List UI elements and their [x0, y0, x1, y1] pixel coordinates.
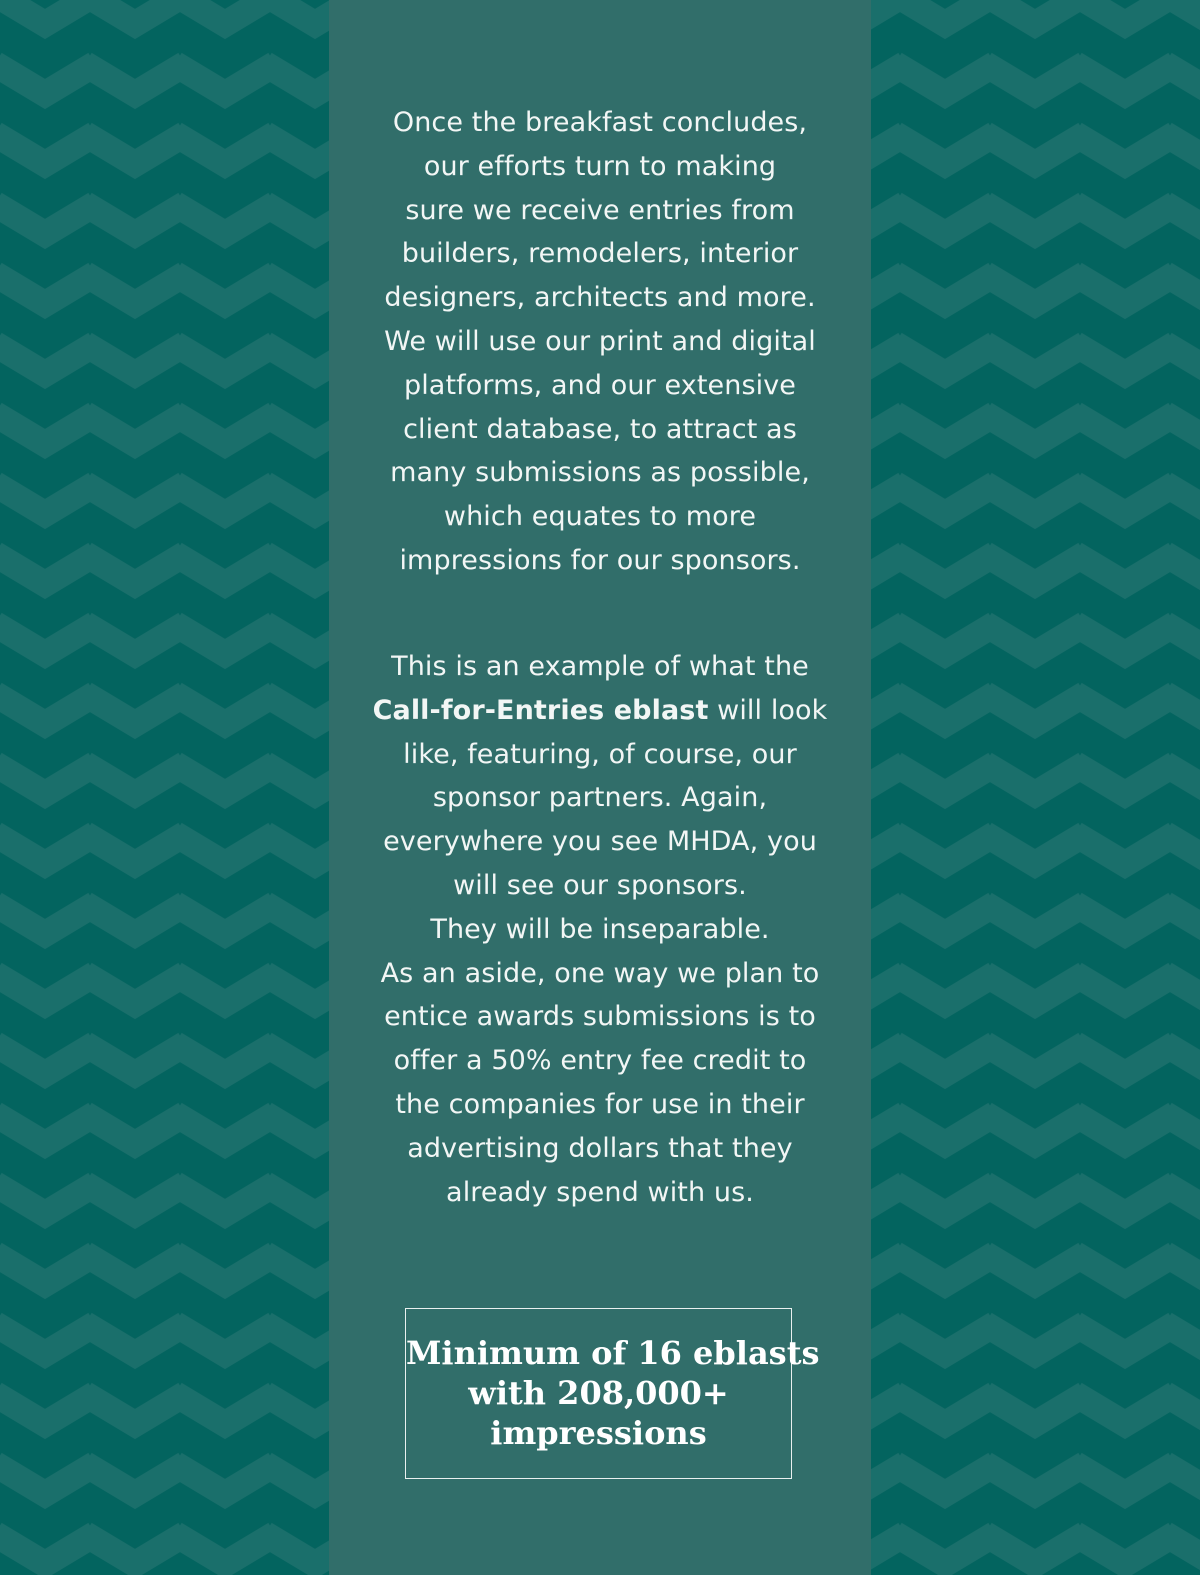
paragraph-line: client database, to attract as: [403, 413, 797, 445]
paragraph-line: platforms, and our extensive: [403, 369, 797, 401]
paragraph-line: advertising dollars that they: [407, 1132, 793, 1164]
eblast-stat-callout: [405, 1308, 820, 1479]
paragraph-line: our efforts turn to making: [423, 150, 777, 182]
paragraph-line: We will use our print and digital: [384, 325, 816, 357]
content-panel: [329, 0, 871, 1575]
paragraph-line: will see our sponsors.: [453, 869, 747, 901]
paragraph-line: impressions for our sponsors.: [399, 544, 801, 576]
paragraph-line: designers, architects and more.: [384, 282, 816, 314]
paragraph-line: This is an example of what the: [391, 651, 809, 682]
paragraph-line: sponsor partners. Again,: [432, 782, 768, 814]
eblast-paragraph: [329, 645, 871, 1214]
stat-line: Minimum of 16 eblasts: [406, 1334, 820, 1372]
paragraph-line: everywhere you see MHDA, you: [383, 826, 817, 858]
paragraph-line: builders, remodelers, interior: [401, 238, 799, 270]
paragraph-line: many submissions as possible,: [390, 457, 810, 489]
paragraph-line: As an aside, one way we plan to: [380, 957, 820, 989]
paragraph-line: which equates to more: [443, 501, 757, 533]
paragraph-line-with-emphasis: [329, 689, 871, 733]
stat-line: with 208,000+: [468, 1374, 729, 1412]
paragraph-line: offer a 50% entry fee credit to: [393, 1045, 807, 1077]
paragraph-line: like, featuring, of course, our: [403, 738, 797, 770]
paragraph-line: already spend with us.: [446, 1176, 754, 1208]
intro-paragraph: [329, 101, 871, 583]
paragraph-line: Once the breakfast concludes,: [392, 107, 808, 138]
paragraph-line: entice awards submissions is to: [384, 1001, 816, 1033]
stat-line: impressions: [490, 1414, 707, 1452]
paragraph-line: sure we receive entries from: [405, 194, 795, 226]
paragraph-line-tail: will look: [708, 694, 828, 726]
paragraph-line: the companies for use in their: [395, 1088, 805, 1120]
paragraph-line: They will be inseparable.: [430, 913, 770, 945]
call-for-entries-emphasis: Call-for-Entries eblast: [372, 694, 709, 726]
